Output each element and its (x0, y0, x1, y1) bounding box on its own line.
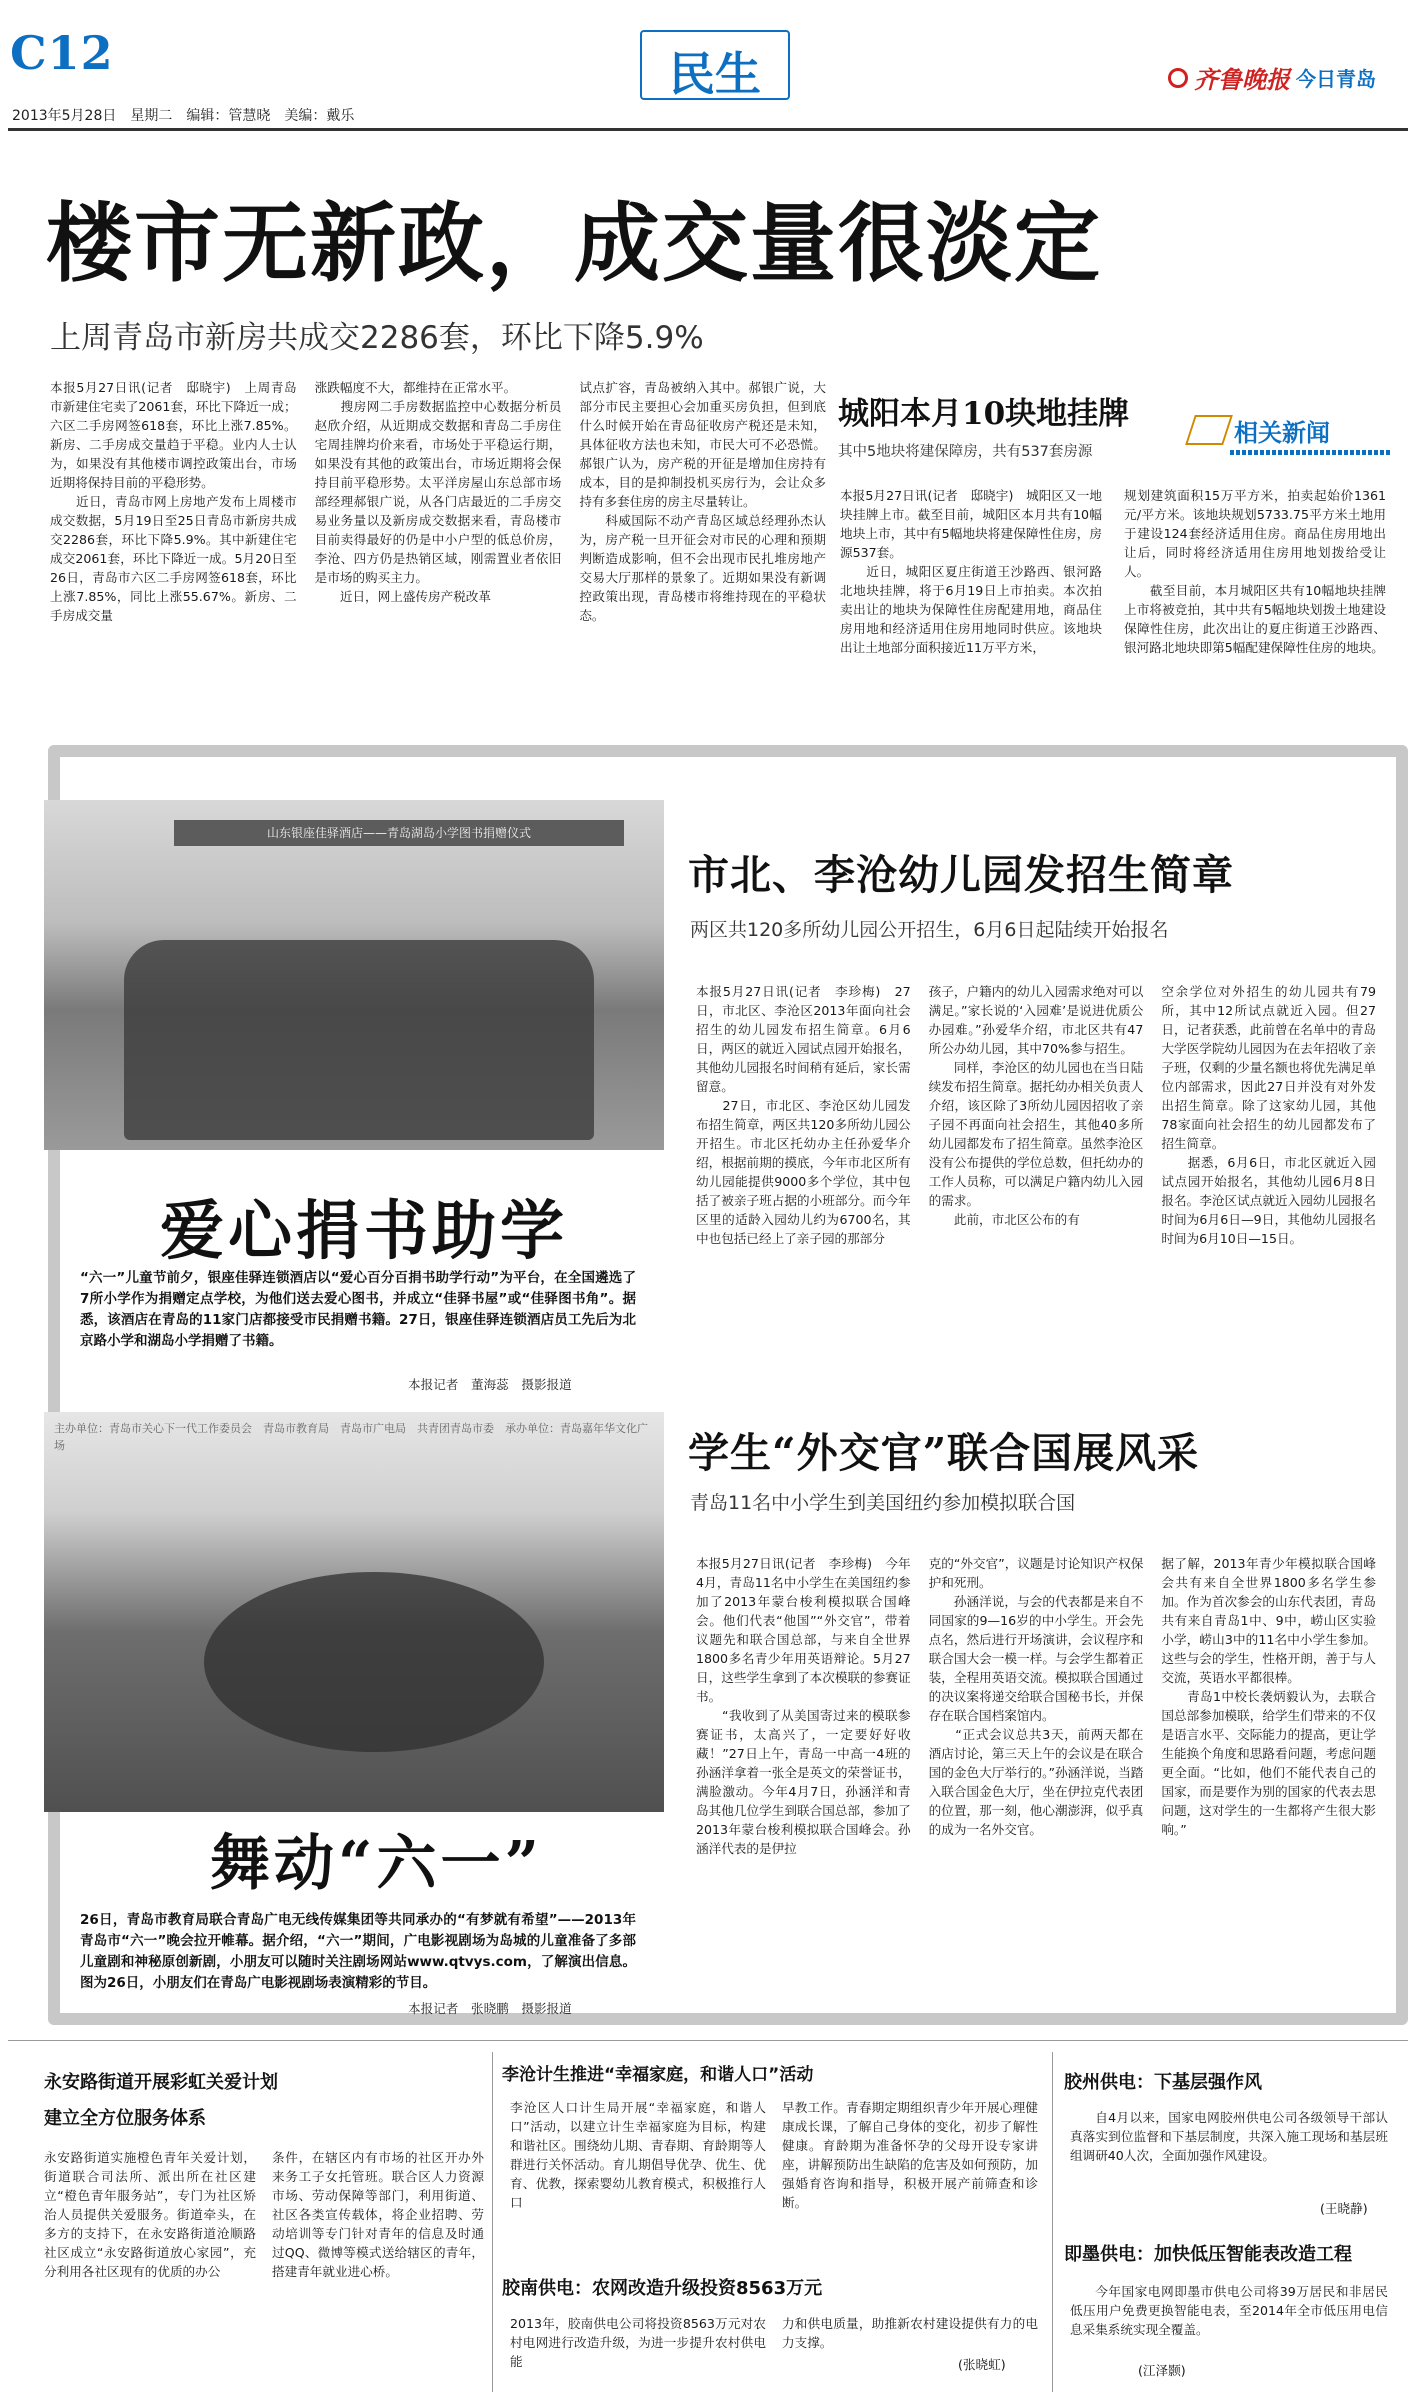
kindergarten-column: 本报5月27日讯(记者 李珍梅) 27日，市北区、李沧区2013年面向社会招生的幼儿园发布招生简章。6月6日，两区的就近入园试点园开始报名，其他幼儿园报名时间稍有延后，家长需留意。 27日，市北区、李沧区幼儿园发布招生简章，两区共120多所幼儿园公开招生。市北区托幼办主任孙爱华介绍，根据前期的摸底，今年市北区所有幼儿园能提供9000多个学位，其中包括了被亲子班占据的小班部分。而今年区里的适龄入园幼儿约为6700名，其中也包括已经上了亲子园的那部分 (696, 984, 911, 1246)
brief-5-body: 今年国家电网即墨市供电公司将39万居民和非居民低压用户免费更换智能电表，至2014年全市低压用电信息采集系统实现全覆盖。 (1070, 2284, 1388, 2337)
un-headline: 学生“外交官”联合国展风采 (688, 1429, 1200, 1477)
section-title: 民生 (669, 47, 761, 101)
un-column: 克的“外交官”，议题是讨论知识产权保护和死刑。 孙涵洋说，与会的代表都是来自不同国家的9—16岁的中小学生。开会先点名，然后进行开场演讲，会议程序和联合国大会一模一样。与会学生都着正装，全程用英语交流。模拟联合国通过的决议案将递交给联合国秘书长，并保存在联合国档案馆内。 “正式会议总共3天，前两天都在酒店讨论，第三天上午的会议是在联合国的金色大厅举行的。”孙涵洋说，当踏入联合国金色大厅，坐在伊拉克代表团的位置，那一刻，他心潮澎湃，似乎真的成为一名外交官。 (928, 1556, 1144, 1837)
brief-2-headline: 李沧计生推进“幸福家庭，和谐人口”活动 (502, 2065, 814, 2085)
sun-logo-icon (1168, 68, 1188, 88)
dance-credit: 本报记者 张晓鹏 摄影报道 (408, 2001, 572, 2016)
paper-name: 齐鲁晚报 (1194, 65, 1290, 94)
brief-4-body: 自4月以来，国家电网胶州供电公司各级领导干部认真落实到位监督和下基层制度，共深入施工现场和基层班组调研40人次，全面加强作风建设。 (1070, 2110, 1388, 2163)
pencil-icon (1185, 415, 1233, 445)
date-line: 2013年5月28日 星期二 编辑：管慧晓 美编：戴乐 (12, 108, 355, 124)
brief-3-column: 力和供电质量，助推新农村建设提供有力的电力支撑。 (782, 2316, 1038, 2350)
paper-logo (1168, 60, 1376, 95)
brief-5-headline: 即墨供电：加快低压智能表改造工程 (1064, 2244, 1352, 2265)
related-column: 本报5月27日讯(记者 邸晓宇) 城阳区又一地块挂牌上市。截至目前，城阳区本月共有10幅地块上市，其中有5幅地块将建保障性住房，房源537套。 近日，城阳区夏庄街道王沙路西、银河路北地块挂牌，将于6月19日上市拍卖。本次拍卖出让的地块为保障性住房配建用地，商品住房用地和经济适用住房用地同时供应。该地块出让土地部分面积接近11万平方米， (840, 488, 1102, 655)
page-number: C12 (10, 26, 114, 80)
brief-1-headline: 永安路街道开展彩虹关爱计划 (44, 2072, 278, 2093)
photo-banner: 主办单位：青岛市关心下一代工作委员会 青岛市教育局 青岛市广电局 共青团青岛市委 承办单位：青岛嘉年华文化广场 (54, 1422, 648, 1452)
books-credit: 本报记者 董海蕊 摄影报道 (408, 1377, 572, 1392)
kindergarten-headline: 市北、李沧幼儿园发招生简章 (688, 851, 1234, 899)
lead-body (50, 378, 826, 723)
bottom-divider (492, 2052, 493, 2392)
lead-column: 试点扩容，青岛被纳入其中。郝银广说，大部分市民主要担心会加重买房负担，但到底什么时候开始在青岛征收房产税还是未知，具体征收方法也未知，市民大可不必恐慌。郝银广认为，房产税的开征是增加住房持有成本，目的是抑制投机买房行为，会让众多持有多套住房的房主尽量转让。 科威国际不动产青岛区域总经理孙杰认为，房产税一旦开征会对市民的心理和预期判断造成影响，但不会出现市民扎堆房地产交易大厅那样的景象了。近期如果没有新调控政策出现，青岛楼市将维持现在的平稳状态。 (579, 380, 826, 623)
brief-3-headline: 胶南供电：农网改造升级投资8563万元 (502, 2278, 823, 2299)
dance-caption: 26日，青岛市教育局联合青岛广电无线传媒集团等共同承办的“有梦就有希望”——2013年青岛市“六一”晚会拉开帷幕。据介绍，“六一”期间，广电影视剧场为岛城的儿童准备了多部儿童剧和神秘原创新剧，小朋友可以随时关注剧场网站www.qtvys.com，了解演出信息。图为26日，小朋友们在青岛广电影视剧场表演精彩的节目。 (80, 1912, 636, 1991)
dance-headline: 舞动“六一” (210, 1829, 544, 1899)
lead-column: 本报5月27日讯(记者 邸晓宇) 上周青岛市新建住宅卖了2061套，环比下降近一成；六区二手房网签618套，环比上涨7.85%。新房、二手房成交量趋于平稳。业内人士认为，如果没有其他楼市调控政策出台，市场近期将保持目前的平稳形势。 近日，青岛市网上房地产发布上周楼市成交数据，5月19日至25日青岛市新房共成交2286套，环比下降5.9%。其中新建住宅成交2061套，环比下降近一成。5月20日至26日，青岛市六区二手房网签618套，环比上涨7.85%，同比上涨55.67%。新房、二手房成交量 (50, 380, 297, 623)
brief-1-body (44, 2148, 484, 2384)
related-subhead: 其中5地块将建保障房，共有537套房源 (838, 444, 1093, 460)
un-subhead: 青岛11名中小学生到美国纽约参加模拟联合国 (690, 1492, 1076, 1514)
brief-1-column: 条件，在辖区内有市场的社区开办外来务工子女托管班。联合区人力资源市场、劳动保障等部门，利用街道、社区各类宣传载体，将企业招聘、劳动培训等专门针对青年的信息及时通过QQ、微博等模式送给辖区的青年，搭建青年就业进心桥。 (272, 2150, 484, 2279)
brief-3-byline: (张晓虹) (958, 2357, 1006, 2372)
lead-column: 涨跌幅度不大，都维持在正常水平。 搜房网二手房数据监控中心数据分析员赵欣介绍，从近期成交数据和青岛二手房住宅周挂牌均价来看，市场处于平稳运行期，如果没有其他的政策出台，市场近期将会保持目前平稳形势。太平洋房屋山东总部市场部经理郝银广说，从各门店最近的二手房交易业务量以及新房成交数据来看，青岛楼市目前卖得最好的仍是中小户型的低总价房，李沧、四方仍是热销区域，刚需置业者依旧是市场的购买主力。 近日，网上盛传房产税改革 (314, 380, 562, 604)
edition-name: 今日青岛 (1296, 67, 1376, 91)
crowd-shape (124, 940, 594, 1140)
photo-banner: 山东银座佳驿酒店——青岛湖岛小学图书捐赠仪式 (174, 820, 624, 846)
brief-1-subhead: 建立全方位服务体系 (44, 2108, 206, 2129)
kindergarten-subhead: 两区共120多所幼儿园公开招生，6月6日起陆续开始报名 (690, 919, 1169, 941)
lead-subhead: 上周青岛市新房共成交2286套，环比下降5.9% (50, 320, 704, 356)
un-column: 本报5月27日讯(记者 李珍梅) 今年4月，青岛11名中小学生在美国纽约参加了2013年蒙台梭利模拟联合国峰会。他们代表“他国”“外交官”，带着议题先和联合国总部，与来自全世界1800多名青少年用英语辩论。5月27日，这些学生拿到了本次模联的参赛证书。 “我收到了从美国寄过来的模联参赛证书，太高兴了，一定要好好收藏！”27日上午，青岛一中高一4班的孙涵洋拿着一张全是英文的荣誉证书，满脸激动。今年4月7日，孙涵洋和青岛其他几位学生到联合国总部，参加了2013年蒙台梭利模拟联合国峰会。孙涵洋代表的是伊拉 (696, 1556, 911, 1856)
un-column: 据了解，2013年青少年模拟联合国峰会共有来自全世界1800多名学生参加。作为首次参会的山东代表团，青岛共有来自青岛1中、9中，崂山区实验小学，崂山3中的11名中小学生参加。这些与会的学生，性格开朗，善于与人交流，英语水平都很棒。 青岛1中校长袭炳毅认为，去联合国总部参加模联，给学生们带来的不仅是语言水平、交际能力的提高，更让学生能换个角度和思路看问题，考虑问题更全面。“比如，他们不能代表自己的国家，而是要作为别的国家的代表去思问题，这对学生的一生都将产生很大影响。” (1161, 1556, 1376, 1837)
un-body (696, 1554, 1376, 1994)
related-badge-rule (1230, 450, 1390, 455)
brief-2-column: 早教工作。青春期定期组织青少年开展心理健康成长课，了解自己身体的变化，初步了解性健康。育龄期为准备怀孕的父母开设专家讲座，讲解预防出生缺陷的危害及如何预防，加强婚育咨询和指导，积极开展产前筛查和诊断。 (782, 2100, 1038, 2210)
bottom-rule (8, 2040, 1408, 2041)
dance-photo (44, 1412, 664, 1812)
books-headline: 爱心捐书助学 (160, 1194, 568, 1269)
kindergarten-body (696, 982, 1376, 1362)
related-headline: 城阳本月10块地挂牌 (838, 396, 1130, 432)
brief-2-column: 李沧区人口计生局开展“幸福家庭，和谐人口”活动，以建立计生幸福家庭为目标，构建和谐社区。围绕幼儿期、青春期、育龄期等人群进行关怀活动。育儿期倡导优孕、优生、优育、优教，探索婴幼儿教育模式，积极推行人口 (510, 2100, 766, 2210)
brief-3-column: 2013年，胶南供电公司将投资8563万元对农村电网进行改造升级，为进一步提升农村供电能 (510, 2316, 766, 2369)
kindergarten-column: 孩子，户籍内的幼儿入园需求绝对可以满足。”家长说的‘入园难’是说进优质公办园难。”孙爱华介绍，市北区共有47所公办幼儿园，其中70%参与招生。 同样，李沧区的幼儿园也在当日陆续发布招生简章。据托幼办相关负责人介绍，该区除了3所幼儿园因招收了亲子园不再面向社会招生，其他40多所幼儿园都发布了招生简章。虽然李沧区没有公布提供的学位总数，但托幼办的工作人员称，可以满足户籍内幼儿入园的需求。 此前，市北区公布的有 (928, 984, 1144, 1227)
bottom-divider (1052, 2052, 1053, 2392)
kindergarten-column: 空余学位对外招生的幼儿园共有79所，其中12所试点就近入园。但27日，记者获悉，此前曾在名单中的青岛大学医学院幼儿园因为在去年招收了亲子班，仅剩的少量名额也将优先满足单位内部需求，因此27日并没有对外发出招生简章。除了这家幼儿园，其他78家面向社会招生的幼儿园都发布了招生简章。 据悉，6月6日，市北区就近入园试点园开始报名，其他幼儿园6月8日报名。李沧区试点就近入园幼儿园报名时间为6月6日—9日，其他幼儿园报名时间为6月10日—15日。 (1161, 984, 1376, 1246)
dancers-shape (204, 1572, 544, 1752)
brief-5-byline: (江泽颢) (1138, 2363, 1186, 2378)
book-donation-photo (44, 800, 664, 1150)
related-badge-label: 相关新闻 (1234, 418, 1330, 447)
related-column: 规划建筑面积15万平方米，拍卖起始价1361元/平方米。该地块规划5733.75平方米土地用于建设124套经济适用住房。商品住房用地出让后，同时将经济适用住房用地划拨给受让人。 截至目前，本月城阳区共有10幅地块挂牌上市将被竞拍，其中共有5幅地块划拨土地建设保障性住房，此次出让的夏庄街道王沙路西、银河路北地块即第5幅配建保障性住房的地块。 (1124, 488, 1386, 655)
related-body (840, 486, 1386, 722)
lead-headline: 楼市无新政，成交量很淡定 (46, 193, 1102, 294)
brief-4-headline: 胶州供电：下基层强作风 (1064, 2072, 1262, 2093)
books-caption: “六一”儿童节前夕，银座佳驿连锁酒店以“爱心百分百捐书助学行动”为平台，在全国遴选了7所小学作为捐赠定点学校，为他们送去爱心图书，并成立“佳驿书屋”或“佳驿图书角”。据悉，该酒店在青岛的11家门店都接受市民捐赠书籍。27日，银座佳驿连锁酒店员工先后为北京路小学和湖岛小学捐赠了书籍。 (80, 1270, 636, 1349)
brief-4-byline: (王晓静) (1320, 2201, 1368, 2216)
related-badge (1190, 412, 1390, 448)
masthead-rule (8, 128, 1408, 131)
brief-2-body (510, 2098, 1038, 2260)
brief-1-column: 永安路街道实施橙色青年关爱计划，街道联合司法所、派出所在社区建立“橙色青年服务站”，专门为社区矫治人员提供关爱服务。街道牵头，在多方的支持下，在永安路街道沧顺路社区成立“永安路街道放心家园”，充分利用各社区现有的优质的办公 (44, 2150, 256, 2279)
